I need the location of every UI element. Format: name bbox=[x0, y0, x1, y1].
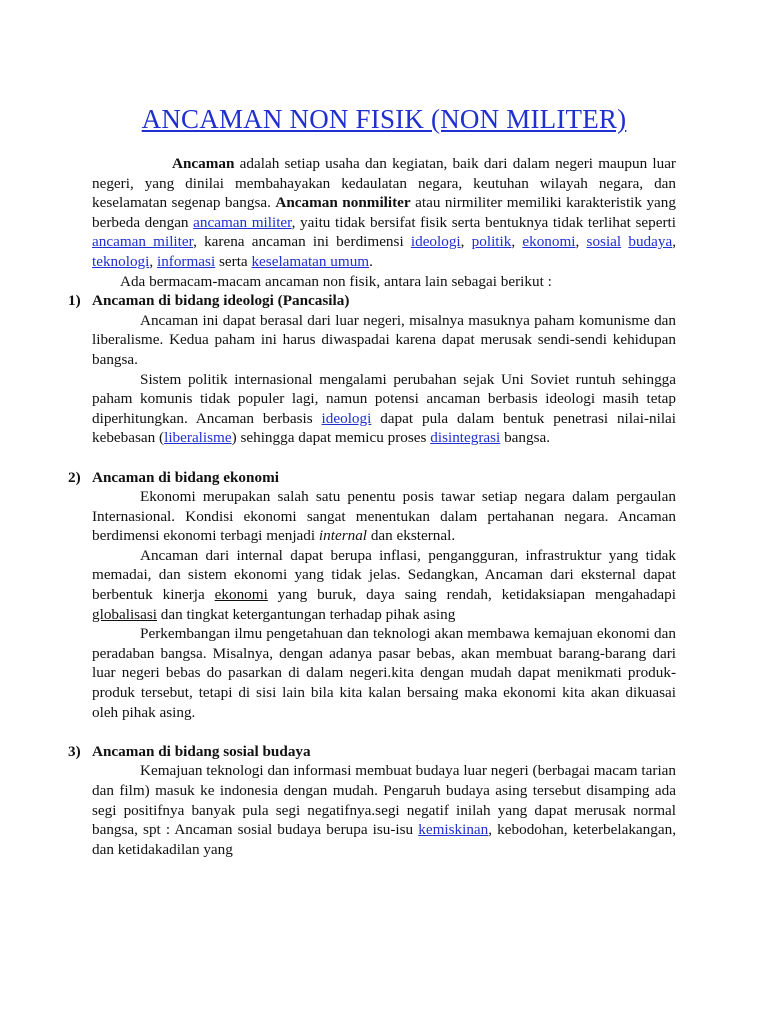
link-teknologi[interactable]: teknologi bbox=[92, 252, 150, 270]
document-body bbox=[68, 154, 677, 859]
section-3-number: 3) bbox=[68, 742, 81, 760]
link-ideologi-2[interactable]: ideologi bbox=[321, 409, 372, 427]
link-ancaman-militer-2[interactable]: ancaman militer bbox=[92, 233, 194, 251]
link-liberalisme[interactable]: liberalisme bbox=[164, 429, 232, 447]
section-1-heading: 1) Ancaman di bidang ideologi (Pancasila) bbox=[68, 292, 350, 310]
section-1-number: 1) bbox=[68, 292, 81, 310]
link-disintegrasi[interactable]: disintegrasi bbox=[430, 429, 501, 447]
document-title: ANCAMAN NON FISIK (NON MILITER) bbox=[141, 104, 627, 134]
link-budaya[interactable]: budaya bbox=[628, 233, 673, 251]
spacer bbox=[92, 722, 676, 742]
term-ekonomi: ekonomi bbox=[214, 586, 268, 604]
link-ekonomi[interactable]: ekonomi bbox=[522, 233, 576, 251]
section-2-heading: 2) Ancaman di bidang ekonomi bbox=[68, 468, 279, 486]
link-ancaman-militer[interactable]: ancaman militer bbox=[193, 213, 292, 231]
link-politik[interactable]: politik bbox=[471, 233, 512, 251]
section-2-number: 2) bbox=[68, 468, 81, 486]
section-1-paragraph-1: Ancaman ini dapat berasal dari luar negeri, misalnya masuknya paham komunisme dan liberalisme. Kedua paham ini harus diwaspadai karena dapat merusak sendi-sendi kehidupan bangsa. bbox=[92, 311, 676, 368]
lead-paragraph: Ada bermacam-macam ancaman non fisik, antara lain sebagai berikut : bbox=[120, 272, 552, 290]
section-2-paragraph-1: Ekonomi merupakan salah satu penentu posis tawar setiap negara dalam pergaulan Internasional. Kondisi ekonomi sangat menentukan dalam pertahanan negara. Ancaman berdimensi ekonomi terbagi menjadi internal dan eksternal. bbox=[92, 488, 676, 545]
link-informasi[interactable]: informasi bbox=[156, 252, 216, 270]
section-3-paragraph-1: Kemajuan teknologi dan informasi membuat budaya luar negeri (berbagai macam tarian dan film) masuk ke indonesia dengan mudah. Pengaruh budaya asing tersebut disamping ada segi positifnya banyak pula segi negatifnya.segi negatif inilah yang dapat merusak normal bangsa, spt : Ancaman sosial budaya berupa isu-isu kemiskinan, kebodohan, keterbelakangan, dan ketidakadilan yang bbox=[92, 762, 676, 858]
link-kemiskinan[interactable]: kemiskinan bbox=[418, 821, 489, 839]
link-ideologi[interactable]: ideologi bbox=[410, 233, 461, 251]
section-3-heading: 3) Ancaman di bidang sosial budaya bbox=[68, 742, 311, 760]
term-internal: internal bbox=[318, 527, 368, 545]
link-sosial[interactable]: sosial bbox=[586, 233, 622, 251]
section-1-paragraph-2: Sistem politik internasional mengalami perubahan sejak Uni Soviet runtuh sehingga paham komunis tidak populer lagi, namun potensi ancaman berbasis ideologi masih tetap diperhitungkan. Ancaman berbasis ideologi dapat pula dalam bentuk penetrasi nilai-nilai kebebasan (liberalisme) sehingga dapat memicu proses disintegrasi bangsa. bbox=[92, 370, 677, 447]
section-2-paragraph-3: Perkembangan ilmu pengetahuan dan teknologi akan membawa kemajuan ekonomi dan peradaban bangsa. Misalnya, dengan adanya pasar bebas, akan membuat barang-barang dari luar negeri bebas do pasarkan di dalam negeri.kita dengan mudah dapat menikmati produk-produk tersebut, tetapi di sisi lain bila kita kalan bersaing maka ekonomi kita akan dikuasai oleh pihak asing. bbox=[92, 625, 676, 721]
link-keselamatan-umum[interactable]: keselamatan umum bbox=[251, 252, 370, 270]
term-ancaman: Ancaman bbox=[172, 155, 235, 172]
term-globalisasi: globalisasi bbox=[92, 605, 157, 623]
term-ancaman-nonmiliter: Ancaman nonmiliter bbox=[275, 194, 411, 212]
intro-paragraph: Ancaman adalah setiap usaha dan kegiatan, baik dari dalam negeri maupun luar negeri, yang dinilai membahayakan kedaulatan negara, keutuhan wilayah negara, dan keselamatan segenap bangsa. Ancaman nonmiliter atau nirmiliter memiliki karakteristik yang berbeda dengan ancaman militer, yaitu tidak bersifat fisik serta bentuknya tidak terlihat seperti ancaman militer, karena ancaman ini berdimensi ideologi, politik, ekonomi, sosial budaya, teknologi, informasi serta keselamatan umum. bbox=[92, 155, 677, 270]
spacer bbox=[92, 448, 676, 468]
section-2-paragraph-2: Ancaman dari internal dapat berupa inflasi, pengangguran, infrastruktur yang tidak memadai, dan sistem ekonomi yang tidak jelas. Sedangkan, Ancaman dari eksternal dapat berbentuk kinerja ekonomi yang buruk, daya saing rendah, ketidaksiapan mengahadapi globalisasi dan tingkat ketergantungan terhadap pihak asing bbox=[92, 546, 676, 623]
